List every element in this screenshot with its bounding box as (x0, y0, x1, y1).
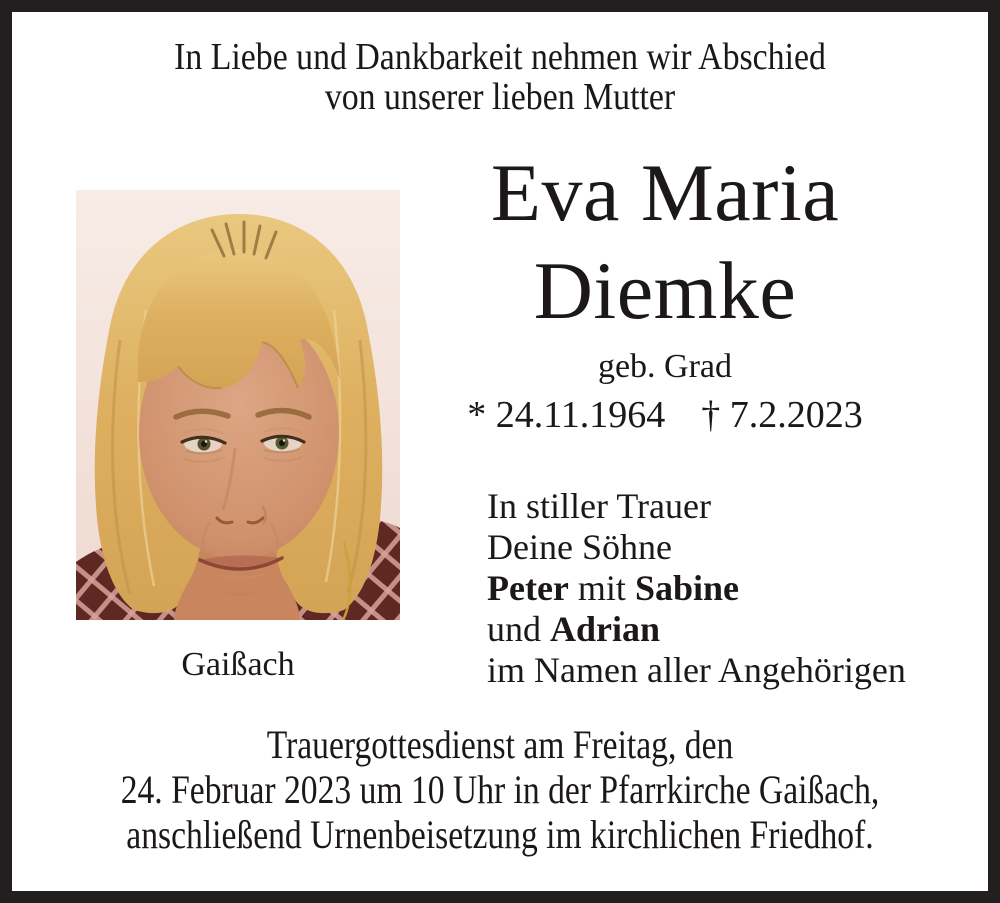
intro-text (66, 37, 935, 117)
funeral-info (90, 722, 910, 857)
funeral-line-2: 24. Februar 2023 um 10 Uhr in der Pfarrkirche Gaißach, (120, 767, 880, 812)
portrait-photo (76, 190, 400, 620)
intro-line-1: In Liebe und Dankbarkeit nehmen wir Abschied (174, 36, 826, 78)
mourner-name-adrian: Adrian (550, 609, 661, 649)
mourner-name-sabine: Sabine (634, 568, 739, 608)
mourning-block (487, 486, 906, 691)
name-line-last: Diemke (533, 245, 797, 336)
intro-line-2: von unserer lieben Mutter (324, 76, 676, 118)
mourning-line-2: Deine Söhne (487, 527, 672, 567)
portrait-photo-frame (76, 190, 400, 620)
funeral-line-1: Trauergottesdienst am Freitag, den (266, 722, 734, 767)
mourning-line-4 (487, 609, 906, 650)
mourning-und: und (487, 609, 550, 649)
mourner-name-peter: Peter (487, 568, 569, 608)
birth-date: * 24.11.1964 (467, 394, 666, 436)
mourning-separator: mit (568, 568, 635, 608)
funeral-line-3: anschließend Urnenbeisetzung im kirchlichen Friedhof. (126, 812, 874, 857)
death-date: † 7.2.2023 (701, 394, 863, 436)
deceased-name (415, 144, 915, 340)
photo-caption: Gaißach (181, 646, 295, 683)
name-line-first: Eva Maria (490, 147, 840, 238)
life-dates (415, 393, 915, 437)
mourning-line-1: In stiller Trauer (487, 486, 711, 526)
mourning-line-5: im Namen aller Angehörigen (487, 650, 906, 690)
maiden-name: geb. Grad (597, 348, 733, 385)
mourning-line-3 (487, 568, 906, 609)
